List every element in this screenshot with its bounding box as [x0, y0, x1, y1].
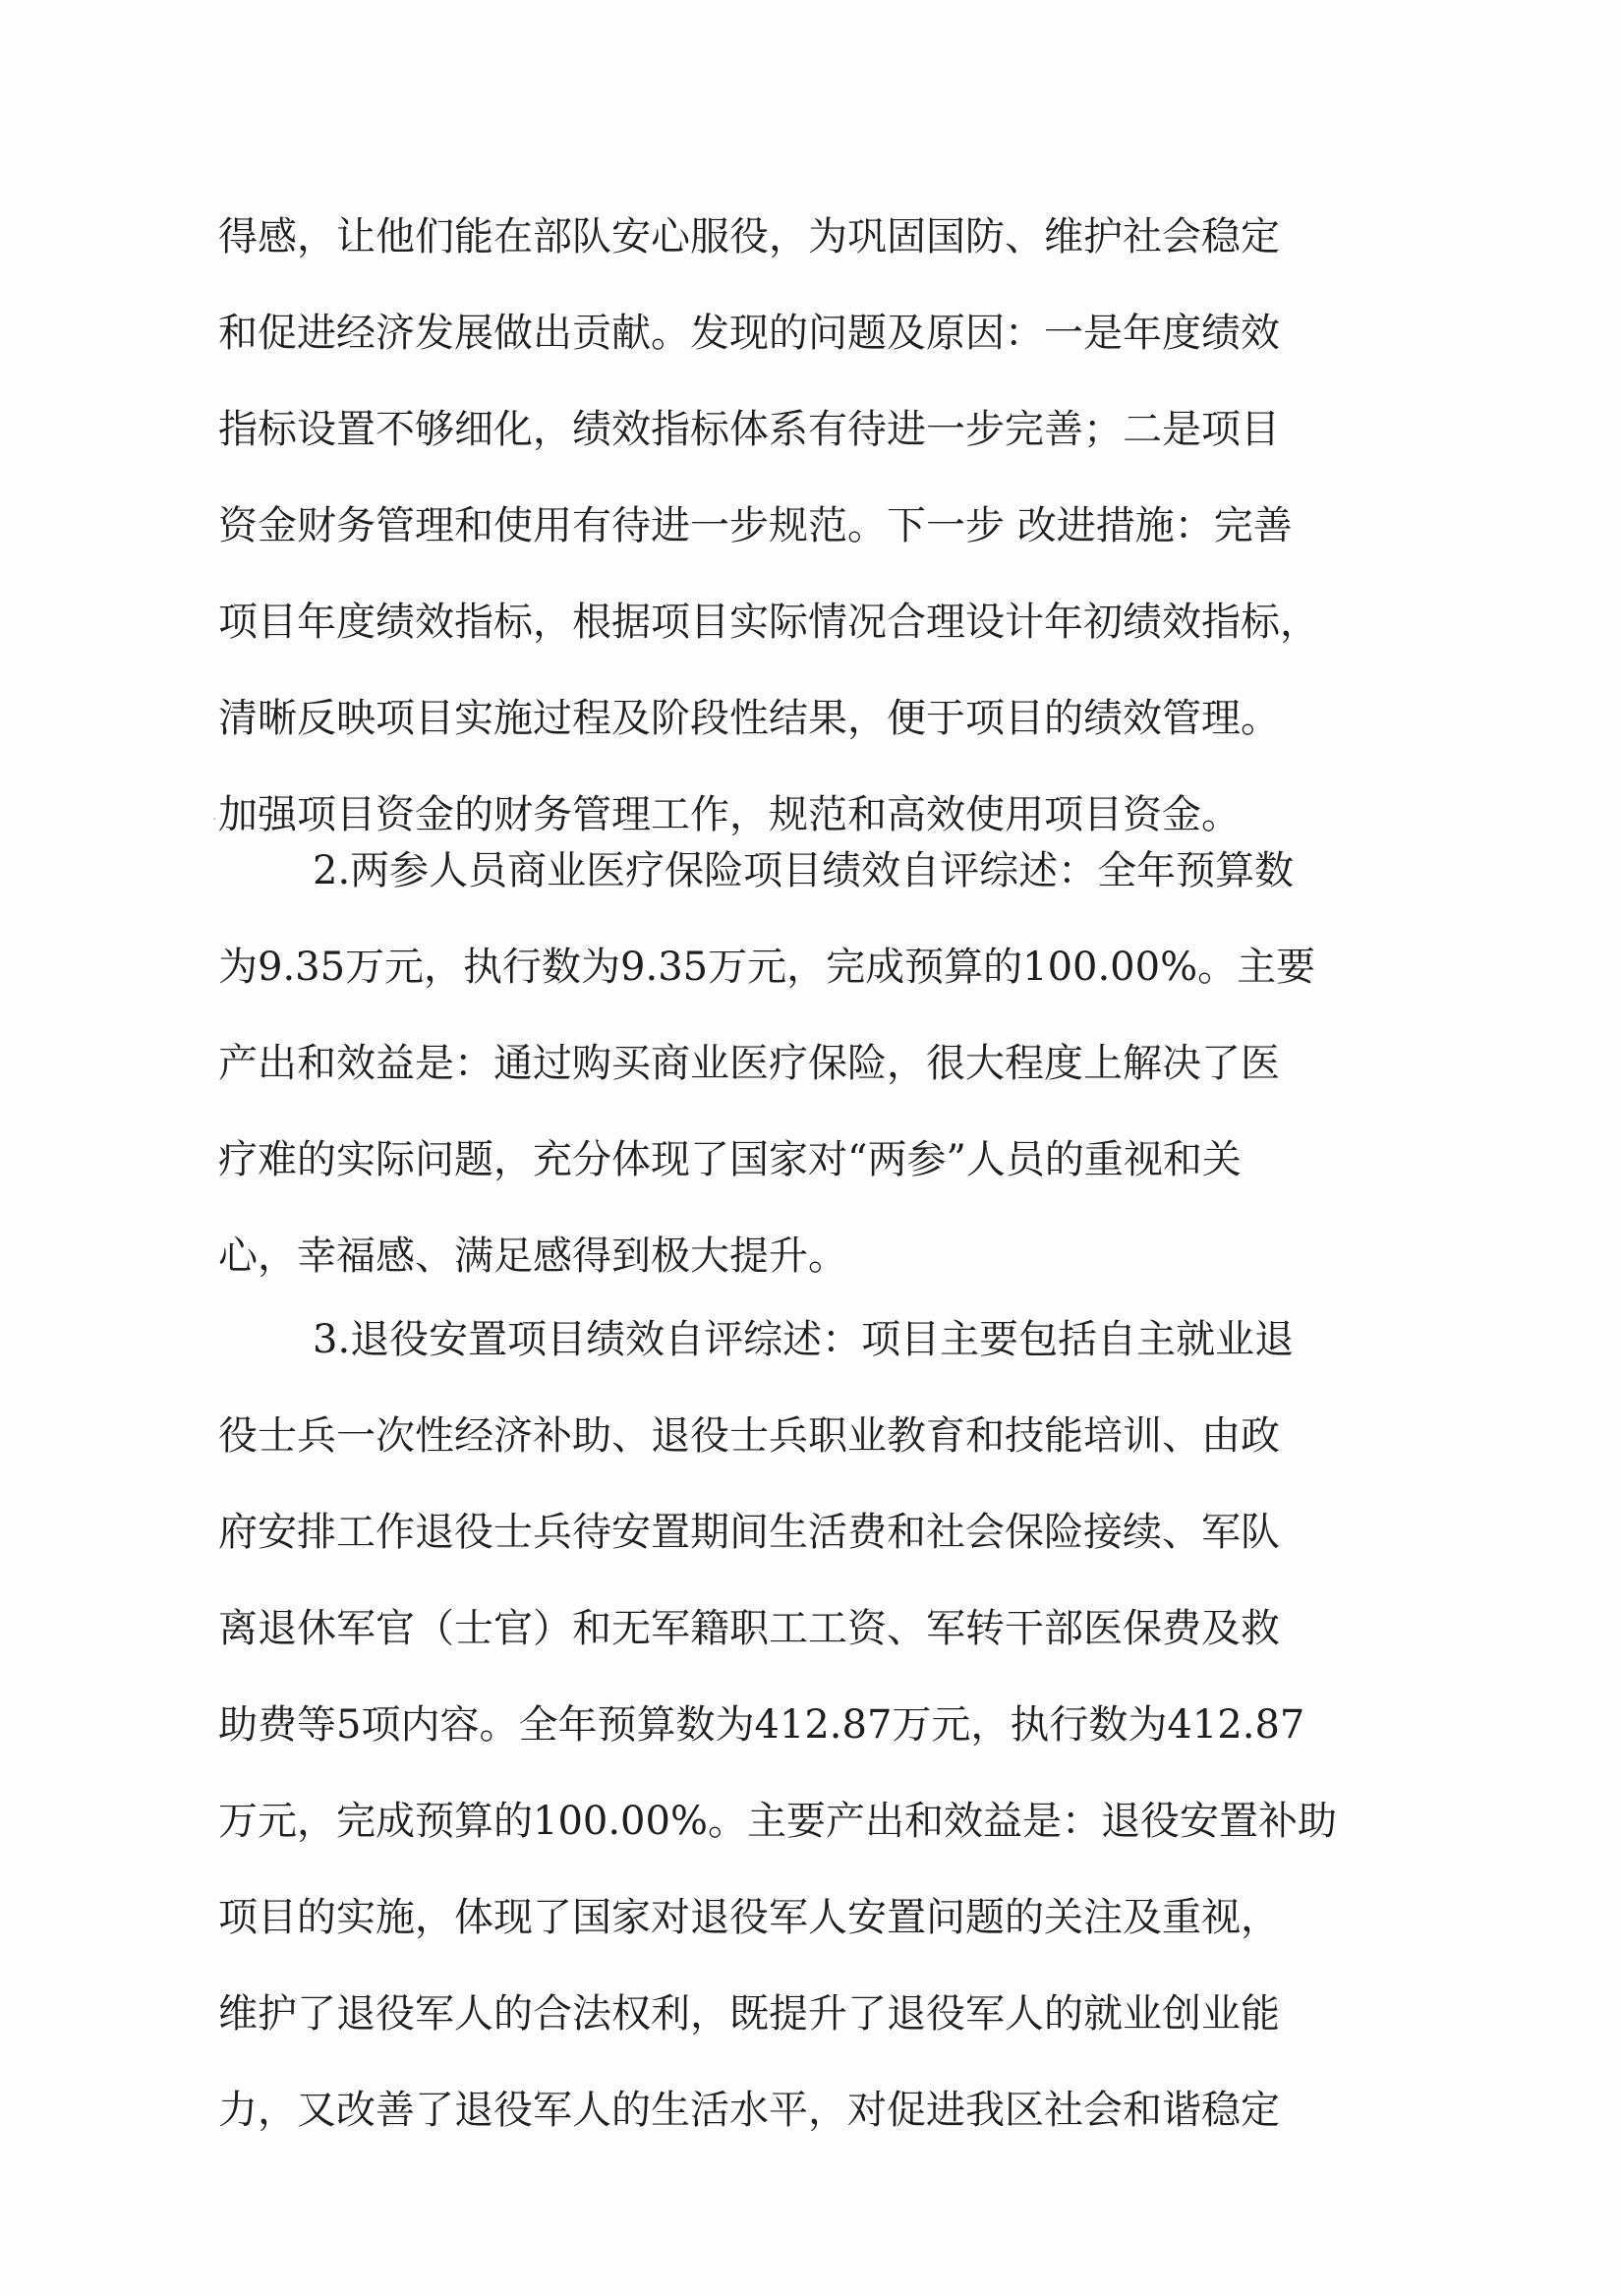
text-line-first: 2.两参人员商业医疗保险项目绩效自评综述：全年预算数 — [313, 848, 1295, 893]
text-line: 产出和效益是：通过购买商业医疗保险，很大程度上解决了医 — [218, 1041, 1280, 1086]
text-line: 项目年度绩效指标，根据项目实际情况合理设计年初绩效指标， — [218, 600, 1319, 645]
text-line: 力，又改善了退役军人的生活水平，对促进我区社会和谐稳定 — [218, 2088, 1280, 2133]
text-line: 维护了退役军人的合法权利，既提升了退役军人的就业创业能 — [218, 1991, 1280, 2037]
text-line: 项目的实施，体现了国家对退役军人安置问题的关注及重视， — [218, 1895, 1280, 1940]
text-line: 离退休军官（士官）和无军籍职工工资、军转干部医保费及救 — [218, 1606, 1280, 1651]
text-line: 清晰反映项目实施过程及阶段性结果，便于项目的绩效管理。 — [218, 696, 1280, 741]
text-line: 府安排工作退役士兵待安置期间生活费和社会保险接续、军队 — [218, 1510, 1280, 1555]
text-line: 为9.35万元，执行数为9.35万元，完成预算的100.00%。主要 — [218, 945, 1316, 990]
text-line: 助费等5项内容。全年预算数为412.87万元，执行数为412.87 — [218, 1702, 1305, 1748]
text-line-first: 3.退役安置项目绩效自评综述：项目主要包括自主就业退 — [313, 1317, 1295, 1362]
text-line: 役士兵一次性经济补助、退役士兵职业教育和技能培训、由政 — [218, 1413, 1280, 1459]
text-line: 得感，让他们能在部队安心服役，为巩固国防、维护社会稳定 — [218, 214, 1280, 259]
paragraph-medical-insurance — [218, 823, 1416, 1304]
text-line: 指标设置不够细化，绩效指标体系有待进一步完善；二是项目 — [218, 407, 1280, 452]
paragraph-veteran-placement — [218, 1292, 1416, 2158]
text-line: 万元，完成预算的100.00%。主要产出和效益是：退役安置补助 — [218, 1799, 1337, 1844]
scan-speck — [213, 818, 215, 820]
text-line: 心，幸福感、满足感得到极大提升。 — [218, 1234, 847, 1279]
text-line: 和促进经济发展做出贡献。发现的问题及原因：一是年度绩效 — [218, 311, 1280, 356]
text-line: 资金财务管理和使用有待进一步规范。下一步 改进措施：完善 — [218, 503, 1293, 548]
text-line: 加强项目资金的财务管理工作，规范和高效使用项目资金。 — [218, 792, 1241, 837]
text-line: 疗难的实际问题，充分体现了国家对“两参”人员的重视和关 — [218, 1137, 1242, 1182]
paragraph-continuation — [218, 189, 1416, 863]
